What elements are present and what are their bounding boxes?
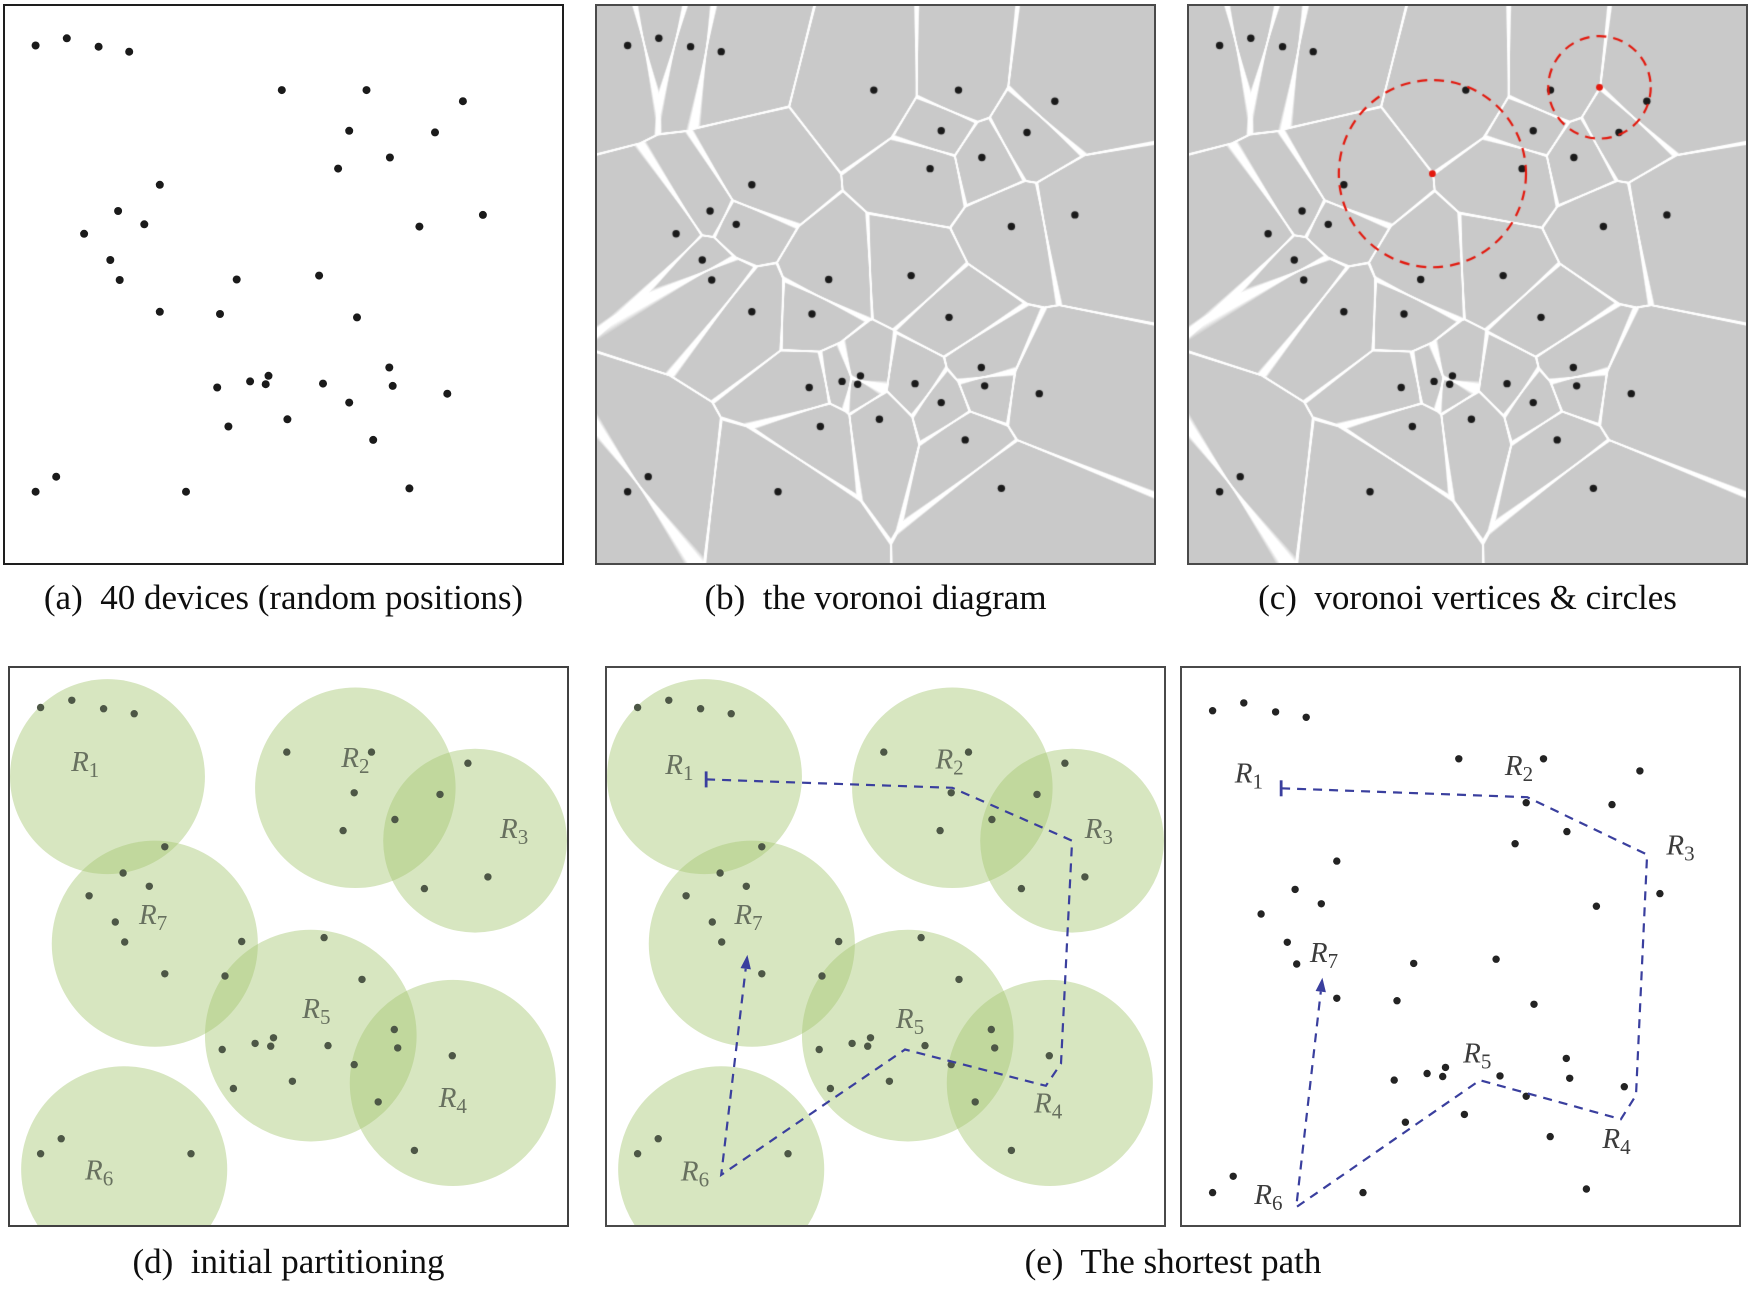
region-label-R1: $R_1$ — [1234, 757, 1263, 794]
caption-a: (a) 40 devices (random positions) — [43, 578, 524, 617]
region-label-R6: $R_6$ — [85, 1154, 114, 1191]
voronoi-vertices-canvas — [1189, 6, 1746, 563]
caption-c: (c) voronoi vertices & circles — [1258, 578, 1677, 617]
region-label-R5: $R_5$ — [1463, 1037, 1492, 1074]
panel-b-voronoi-diagram — [595, 4, 1156, 565]
region-label-R7: $R_7$ — [139, 899, 168, 936]
path-arrow-head — [1316, 978, 1326, 993]
region-circle-R3 — [383, 749, 567, 933]
partitioning-drawing — [10, 668, 567, 1225]
region-label-R6: $R_6$ — [680, 1155, 710, 1192]
shortest-path-plain-drawing — [1182, 668, 1739, 1225]
region-label-R7: $R_7$ — [734, 899, 763, 936]
region-label-R3: $R_3$ — [1666, 829, 1695, 866]
panel-d-initial-partitioning — [8, 666, 569, 1227]
voronoi-diagram-canvas — [597, 6, 1154, 563]
region-label-R2: $R_2$ — [1504, 749, 1534, 786]
region-label-R5: $R_5$ — [895, 1002, 925, 1039]
region-label-R4: $R_4$ — [1602, 1123, 1631, 1160]
region-label-R1: $R_1$ — [71, 746, 100, 783]
region-circle-R6 — [618, 1066, 824, 1225]
region-label-R1: $R_1$ — [665, 748, 694, 785]
region-label-R3: $R_3$ — [499, 812, 529, 849]
region-label-R3: $R_3$ — [1084, 812, 1113, 849]
region-label-R6: $R_6$ — [1254, 1178, 1283, 1215]
region-label-R2: $R_2$ — [935, 743, 964, 780]
panel-a-devices — [3, 4, 564, 565]
device-dots — [1209, 699, 1664, 1196]
panel-e-plain-path — [1180, 666, 1741, 1227]
devices-scatter — [5, 6, 562, 563]
region-circle-R6 — [21, 1066, 227, 1225]
caption-d: (d) initial partitioning — [132, 1242, 445, 1281]
shortest-path-regions-drawing — [607, 668, 1164, 1225]
region-circle-R3 — [980, 749, 1164, 933]
shortest-path — [1281, 780, 1647, 1207]
caption-b: (b) the voronoi diagram — [704, 578, 1047, 617]
region-circle-R7 — [649, 841, 855, 1047]
device-dots — [32, 34, 487, 495]
panel-c-voronoi-vertices-circles — [1187, 4, 1748, 565]
panel-e-partitioned-path — [605, 666, 1166, 1227]
caption-e: (e) The shortest path — [1024, 1242, 1322, 1281]
region-label-R4: $R_4$ — [438, 1081, 467, 1118]
region-circle-R7 — [52, 841, 258, 1047]
region-label-R5: $R_5$ — [302, 992, 331, 1029]
region-label-R4: $R_4$ — [1034, 1087, 1063, 1124]
region-label-R7: $R_7$ — [1309, 937, 1339, 974]
region-label-R2: $R_2$ — [341, 742, 370, 779]
